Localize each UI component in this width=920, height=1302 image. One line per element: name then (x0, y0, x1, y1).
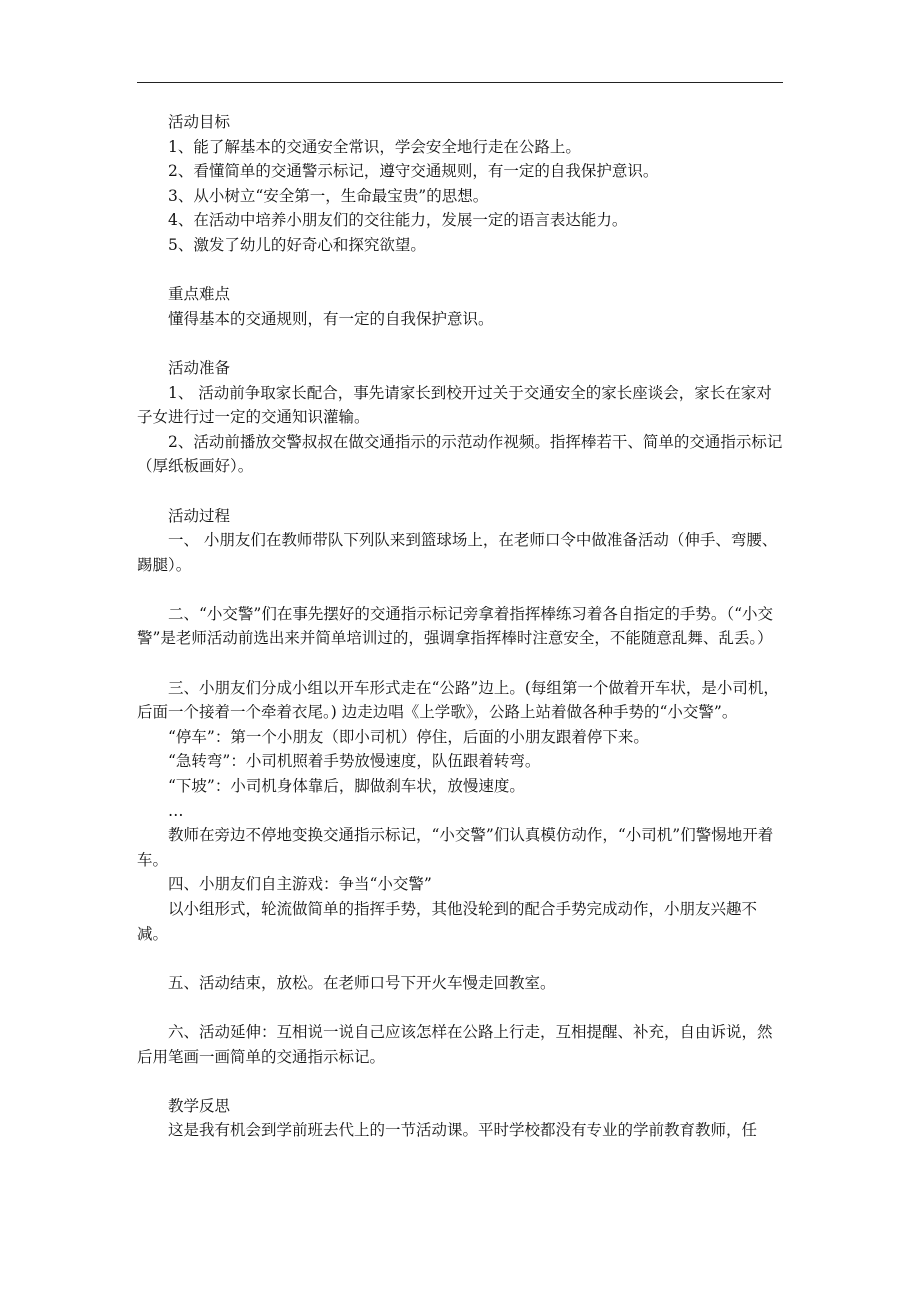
process-title: 活动过程 (168, 506, 231, 525)
header-rule (137, 82, 783, 83)
key-points-title: 重点难点 (168, 285, 231, 304)
goal-item: 4、在活动中培养小朋友们的交往能力，发展一定的语言表达能力。 (168, 211, 628, 230)
signal-item: “停车”：第一个小朋友（即小司机）停住，后面的小朋友跟着停下来。 (168, 727, 649, 746)
signal-item: “下坡”：小司机身体靠后，脚做刹车状，放慢速度。 (168, 777, 525, 796)
teacher-note: 教师在旁边不停地变换交通指示标记，“小交警”们认真模仿动作，“小司机”们警惕地开着车。 (137, 826, 774, 869)
ellipsis: … (168, 801, 184, 820)
reflection-title: 教学反思 (168, 1096, 231, 1115)
process-step-2: 二、“小交警”们在事先摆好的交通指示标记旁拿着指挥棒练习着各自指定的手势。（“小交警”是老师活动前选出来并简单培训过的，强调拿指挥棒时注意安全，不能随意乱舞、乱丢。） (137, 604, 774, 648)
process-step-6: 六、活动延伸：互相说一说自己应该怎样在公路上行走，互相提醒、补充，自由诉说，然后用笔画一画简单的交通指示标记。 (137, 1022, 773, 1066)
goal-item: 1、能了解基本的交通安全常识，学会安全地行走在公路上。 (168, 137, 581, 156)
process-step-4-detail: 以小组形式，轮流做简单的指挥手势，其他没轮到的配合手势完成动作，小朋友兴趣不减。 (137, 900, 758, 943)
goals-title: 活动目标 (168, 113, 231, 131)
process-step-4: 四、小朋友们自主游戏：争当“小交警” (168, 875, 432, 894)
process-step-5: 五、活动结束，放松。在老师口号下开火车慢走回教室。 (168, 973, 556, 992)
reflection-text: 这是我有机会到学前班去代上的一节活动课。平时学校都没有专业的学前教育教师，任 (168, 1121, 758, 1140)
goal-item: 5、激发了幼儿的好奇心和探究欲望。 (168, 235, 426, 254)
goal-item: 3、从小树立“安全第一，生命最宝贵”的思想。 (168, 186, 489, 205)
key-points-text: 懂得基本的交通规则，有一定的自我保护意识。 (168, 309, 494, 328)
preparation-title: 活动准备 (168, 358, 231, 377)
process-step-1: 一、 小朋友们在教师带队下列队来到篮球场上，在老师口令中做准备活动（伸手、弯腰、踢腿）。 (137, 531, 778, 574)
preparation-item: 1、 活动前争取家长配合，事先请家长到校开过关于交通安全的家长座谈会，家长在家对子女进行过一定的交通知识灌输。 (137, 383, 772, 427)
document-body (137, 110, 785, 1143)
process-step-3: 三、小朋友们分成小组以开车形式走在“公路”边上。(每组第一个做着开车状，是小司机，后面一个接着一个牵着衣尾。) 边走边唱《上学歌》，公路上站着做各种手势的“小交警”。 (137, 678, 779, 722)
signal-item: “急转弯”：小司机照着手势放慢速度，队伍跟着转弯。 (168, 752, 541, 771)
preparation-item: 2、活动前播放交警叔叔在做交通指示的示范动作视频。指挥棒若干、简单的交通指示标记（厚纸板画好）。 (137, 432, 783, 476)
goal-item: 2、看懂简单的交通警示标记，遵守交通规则，有一定的自我保护意识。 (168, 162, 659, 181)
